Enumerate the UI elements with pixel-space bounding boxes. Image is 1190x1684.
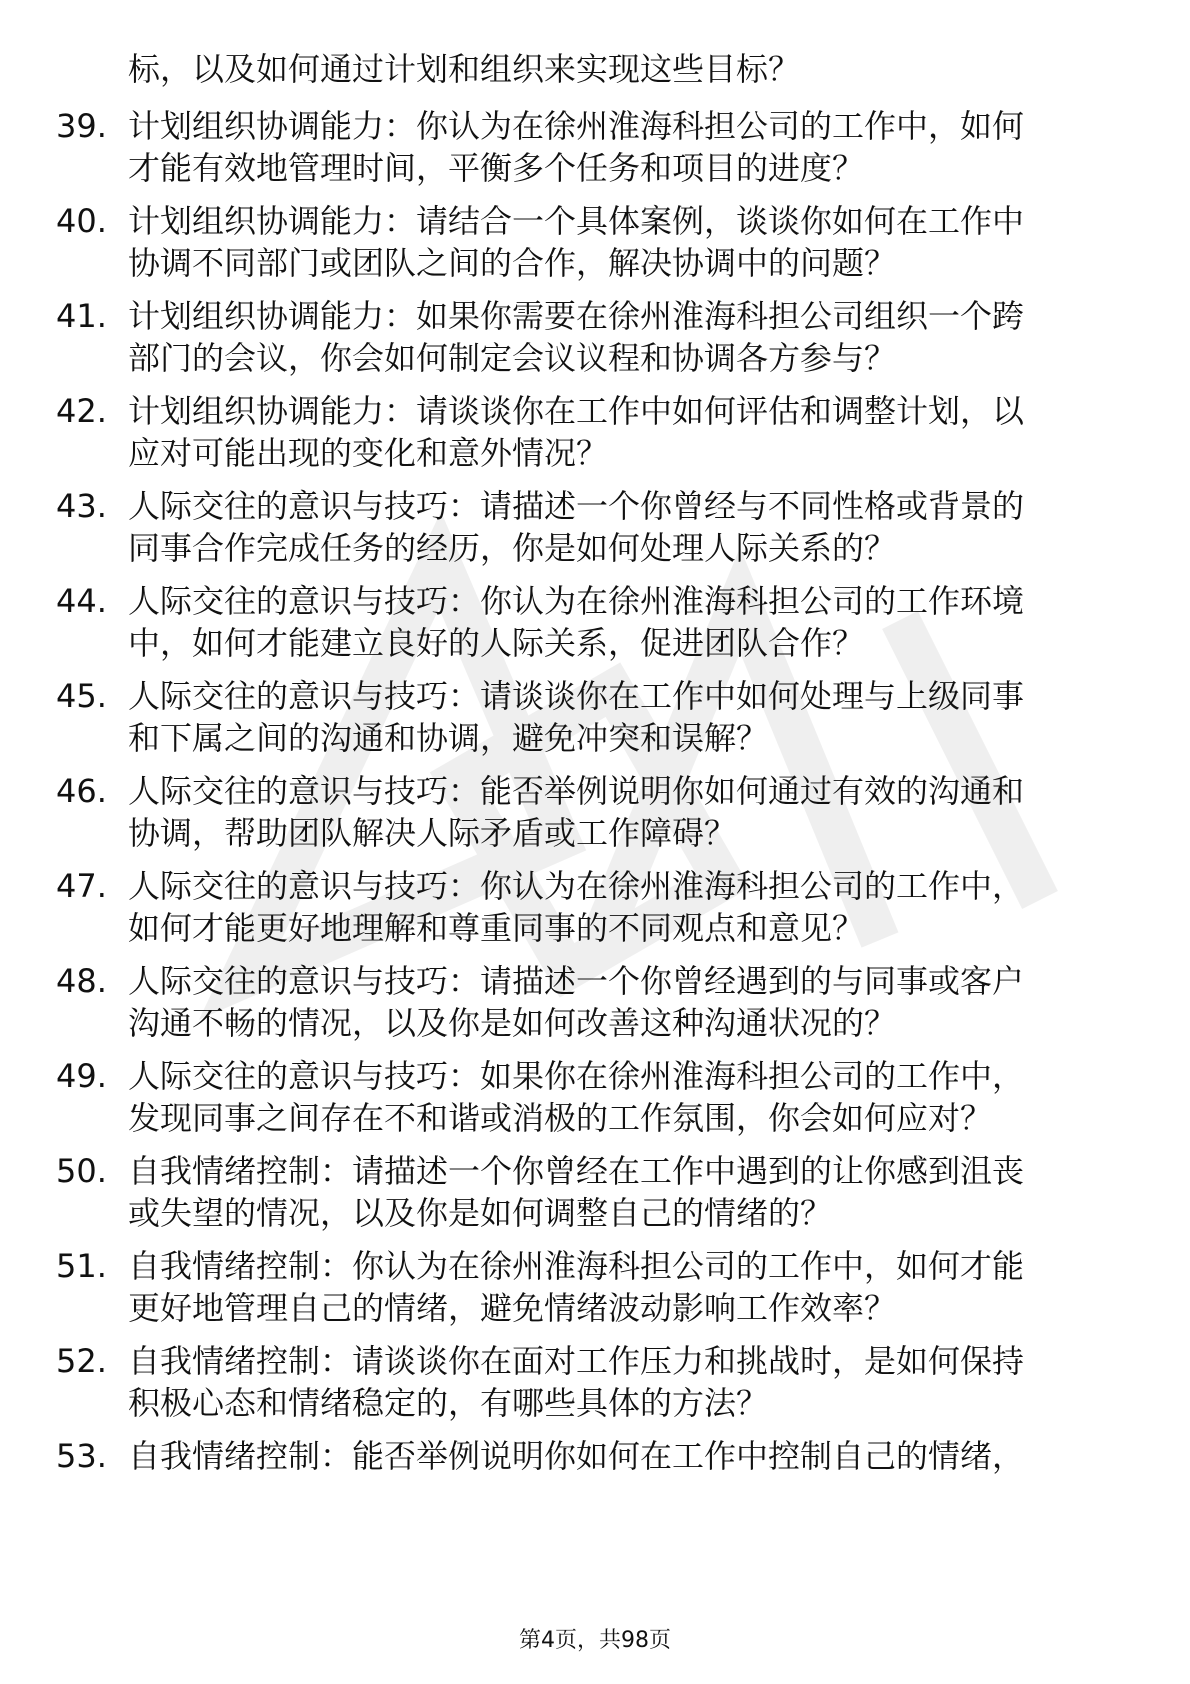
question-text-line2: 沟通不畅的情况，以及你是如何改善这种沟通状况的？ bbox=[128, 1004, 897, 1042]
question-item-49 bbox=[0, 1055, 1190, 1141]
question-text-line1: 人际交往的意识与技巧：请描述一个你曾经与不同性格或背景的 bbox=[128, 487, 1025, 525]
question-item-50 bbox=[0, 1150, 1190, 1236]
question-number: 39. bbox=[56, 107, 107, 145]
question-number: 52. bbox=[56, 1342, 107, 1380]
question-item-47 bbox=[0, 865, 1190, 951]
question-item-42 bbox=[0, 390, 1190, 476]
question-text-line1: 人际交往的意识与技巧：你认为在徐州淮海科担公司的工作中， bbox=[128, 867, 1025, 905]
page-footer: 第4页，共98页 bbox=[519, 1628, 671, 1653]
question-text-line2: 协调不同部门或团队之间的合作，解决协调中的问题？ bbox=[128, 244, 897, 282]
question-text-line1: 人际交往的意识与技巧：请描述一个你曾经遇到的与同事或客户 bbox=[128, 962, 1025, 1000]
question-text-line2: 或失望的情况，以及你是如何调整自己的情绪的？ bbox=[128, 1194, 833, 1232]
question-text-line2: 发现同事之间存在不和谐或消极的工作氛围，你会如何应对？ bbox=[128, 1099, 993, 1137]
question-number: 43. bbox=[56, 487, 107, 525]
question-text-line2: 中，如何才能建立良好的人际关系，促进团队合作？ bbox=[128, 624, 865, 662]
continuation-text: 标，以及如何通过计划和组织来实现这些目标？ bbox=[128, 50, 801, 88]
question-number: 48. bbox=[56, 962, 107, 1000]
question-item-45 bbox=[0, 675, 1190, 761]
question-number: 47. bbox=[56, 867, 107, 905]
question-number: 41. bbox=[56, 297, 107, 335]
question-text-line1: 人际交往的意识与技巧：请谈谈你在工作中如何处理与上级同事 bbox=[128, 677, 1025, 715]
question-item-48 bbox=[0, 960, 1190, 1046]
question-number: 53. bbox=[56, 1437, 107, 1475]
question-text-line1: 自我情绪控制：你认为在徐州淮海科担公司的工作中，如何才能 bbox=[128, 1247, 1025, 1285]
question-number: 51. bbox=[56, 1247, 107, 1285]
question-text-line1: 计划组织协调能力：请结合一个具体案例，谈谈你如何在工作中 bbox=[128, 202, 1025, 240]
question-item-53 bbox=[0, 1435, 1190, 1521]
question-text-line2: 协调，帮助团队解决人际矛盾或工作障碍？ bbox=[128, 814, 737, 852]
question-text-line2: 部门的会议，你会如何制定会议议程和协调各方参与？ bbox=[128, 339, 897, 377]
question-text-line2: 同事合作完成任务的经历，你是如何处理人际关系的？ bbox=[128, 529, 897, 567]
question-number: 46. bbox=[56, 772, 107, 810]
question-text-line1: 自我情绪控制：能否举例说明你如何在工作中控制自己的情绪， bbox=[128, 1437, 1025, 1475]
question-text-line2: 才能有效地管理时间，平衡多个任务和项目的进度？ bbox=[128, 149, 865, 187]
question-item-52 bbox=[0, 1340, 1190, 1426]
question-number: 50. bbox=[56, 1152, 107, 1190]
question-text-line2: 和下属之间的沟通和协调，避免冲突和误解？ bbox=[128, 719, 769, 757]
question-text-line2: 更好地管理自己的情绪，避免情绪波动影响工作效率？ bbox=[128, 1289, 897, 1327]
question-number: 45. bbox=[56, 677, 107, 715]
question-number: 40. bbox=[56, 202, 107, 240]
question-text-line1: 计划组织协调能力：请谈谈你在工作中如何评估和调整计划，以 bbox=[128, 392, 1025, 430]
question-item-44 bbox=[0, 580, 1190, 666]
question-text-line1: 人际交往的意识与技巧：如果你在徐州淮海科担公司的工作中， bbox=[128, 1057, 1025, 1095]
question-text-line1: 人际交往的意识与技巧：你认为在徐州淮海科担公司的工作环境 bbox=[128, 582, 1025, 620]
question-text-line2: 应对可能出现的变化和意外情况？ bbox=[128, 434, 609, 472]
question-text-line2: 积极心态和情绪稳定的，有哪些具体的方法？ bbox=[128, 1384, 769, 1422]
question-number: 49. bbox=[56, 1057, 107, 1095]
question-item-43 bbox=[0, 485, 1190, 571]
question-text-line1: 计划组织协调能力：如果你需要在徐州淮海科担公司组织一个跨 bbox=[128, 297, 1025, 335]
question-text-line1: 自我情绪控制：请谈谈你在面对工作压力和挑战时，是如何保持 bbox=[128, 1342, 1025, 1380]
question-item-41 bbox=[0, 295, 1190, 381]
question-item-46 bbox=[0, 770, 1190, 856]
question-number: 42. bbox=[56, 392, 107, 430]
question-text-line1: 自我情绪控制：请描述一个你曾经在工作中遇到的让你感到沮丧 bbox=[128, 1152, 1025, 1190]
question-item-39 bbox=[0, 105, 1190, 191]
question-item-40 bbox=[0, 200, 1190, 286]
question-item-51 bbox=[0, 1245, 1190, 1331]
question-text-line1: 人际交往的意识与技巧：能否举例说明你如何通过有效的沟通和 bbox=[128, 772, 1025, 810]
question-text-line1: 计划组织协调能力：你认为在徐州淮海科担公司的工作中，如何 bbox=[128, 107, 1025, 145]
question-number: 44. bbox=[56, 582, 107, 620]
question-text-line2: 如何才能更好地理解和尊重同事的不同观点和意见？ bbox=[128, 909, 865, 947]
